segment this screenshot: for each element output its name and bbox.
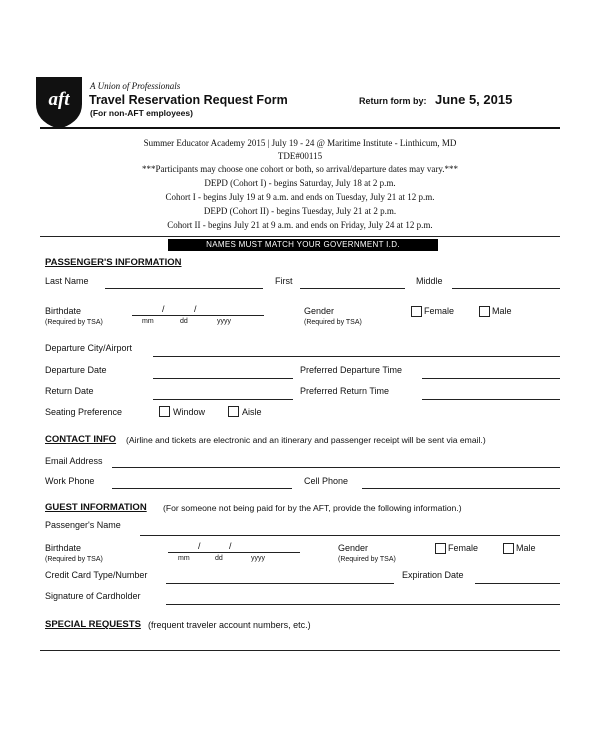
event-schedule-3: DEPD (Cohort II) - begins Tuesday, July 21 at 2 p.m. [203,206,397,216]
birthdate-tsa-note: (Required by TSA) [45,319,103,326]
female-checkbox[interactable] [411,306,422,317]
special-requests-input[interactable] [40,650,560,651]
passenger-heading: PASSENGER'S INFORMATION [45,257,182,268]
event-title: Summer Educator Academy 2015 | July 19 - 24 @ Maritime Institute - Linthicum, MD [143,138,457,148]
last-name-label: Last Name [45,276,89,286]
gender-tsa-note: (Required by TSA) [304,319,362,326]
work-phone-label: Work Phone [45,476,95,486]
signature-input[interactable] [166,604,560,605]
departure-date-input[interactable] [153,378,293,379]
return-date-label: Return Date [45,386,94,396]
guest-gender-label: Gender [338,543,369,553]
aft-logo [34,74,84,130]
birthdate-label: Birthdate [45,306,82,316]
preferred-return-time-input[interactable] [422,399,560,400]
email-label: Email Address [45,456,103,466]
form-title: Travel Reservation Request Form [89,93,288,107]
female-label: Female [424,306,455,316]
return-date-input[interactable] [153,399,293,400]
id-banner: NAMES MUST MATCH YOUR GOVERNMENT I.D. [168,239,438,251]
guest-birthdate-slash-2: / [229,541,232,551]
middle-name-input[interactable] [452,288,560,289]
cell-phone-input[interactable] [362,488,560,489]
male-checkbox[interactable] [479,306,490,317]
expiration-date-label: Expiration Date [402,570,464,580]
return-by-label: Return form by: [359,96,427,106]
guest-birthdate-input[interactable] [168,552,300,553]
aisle-checkbox[interactable] [228,406,239,417]
birthdate-dd: dd [180,318,188,325]
window-label: Window [173,407,206,417]
birthdate-slash-2: / [194,304,197,314]
guest-female-checkbox[interactable] [435,543,446,554]
guest-male-label: Male [516,543,536,553]
special-requests-note: (frequent traveler account numbers, etc.) [148,620,311,630]
last-name-input[interactable] [105,288,263,289]
event-note: ***Participants may choose one cohort or both, so arrival/departure dates may vary.*** [141,164,459,174]
first-name-input[interactable] [300,288,405,289]
event-divider [40,236,560,237]
guest-birthdate-slash-1: / [198,541,201,551]
contact-heading: CONTACT INFO [45,434,117,445]
middle-name-label: Middle [416,276,443,286]
event-schedule-2: Cohort I - begins July 19 at 9 a.m. and ends on Tuesday, July 21 at 12 p.m. [165,192,435,202]
guest-birthdate-mm: mm [178,555,190,562]
departure-date-label: Departure Date [45,365,107,375]
gender-label: Gender [304,306,335,316]
aisle-label: Aisle [242,407,262,417]
header-divider [40,127,560,129]
event-code: TDE#00115 [277,151,323,161]
credit-card-input[interactable] [166,583,394,584]
guest-birthdate-label: Birthdate [45,543,82,553]
birthdate-yyyy: yyyy [217,318,231,325]
event-schedule-4: Cohort II - begins July 21 at 9 a.m. and ends on Friday, July 24 at 12 p.m. [167,220,433,230]
email-input[interactable] [112,467,560,468]
guest-male-checkbox[interactable] [503,543,514,554]
special-requests-heading: SPECIAL REQUESTS [45,619,141,630]
return-by-date: June 5, 2015 [435,92,513,107]
form-subtitle: (For non-AFT employees) [90,108,193,118]
departure-city-input[interactable] [153,356,560,357]
seating-preference-label: Seating Preference [45,407,123,417]
birthdate-slash-1: / [162,304,165,314]
guest-gender-tsa-note: (Required by TSA) [338,556,396,563]
guest-birthdate-tsa-note: (Required by TSA) [45,556,103,563]
event-schedule-1: DEPD (Cohort I) - begins Saturday, July 18 at 2 p.m. [204,178,396,188]
preferred-departure-time-input[interactable] [422,378,560,379]
departure-city-label: Departure City/Airport [45,343,133,353]
contact-note: (Airline and tickets are electronic and an itinerary and passenger receipt will be sent via email.) [126,435,486,445]
first-name-label: First [275,276,293,286]
expiration-date-input[interactable] [475,583,560,584]
guest-note: (For someone not being paid for by the AFT, provide the following information.) [163,503,462,513]
guest-passenger-name-input[interactable] [140,535,560,536]
male-label: Male [492,306,512,316]
guest-heading: GUEST INFORMATION [45,502,147,513]
birthdate-mm: mm [142,318,154,325]
preferred-return-time-label: Preferred Return Time [300,386,390,396]
work-phone-input[interactable] [112,488,292,489]
cell-phone-label: Cell Phone [304,476,349,486]
window-checkbox[interactable] [159,406,170,417]
guest-female-label: Female [448,543,479,553]
preferred-departure-time-label: Preferred Departure Time [300,365,403,375]
birthdate-input[interactable] [132,315,264,316]
guest-birthdate-yyyy: yyyy [251,555,265,562]
union-tagline: A Union of Professionals [90,81,181,91]
signature-label: Signature of Cardholder [45,591,141,601]
guest-birthdate-dd: dd [215,555,223,562]
logo-text: aft [48,89,70,110]
aft-shield-icon [34,74,84,130]
credit-card-label: Credit Card Type/Number [45,570,148,580]
guest-passenger-name-label: Passenger's Name [45,520,121,530]
